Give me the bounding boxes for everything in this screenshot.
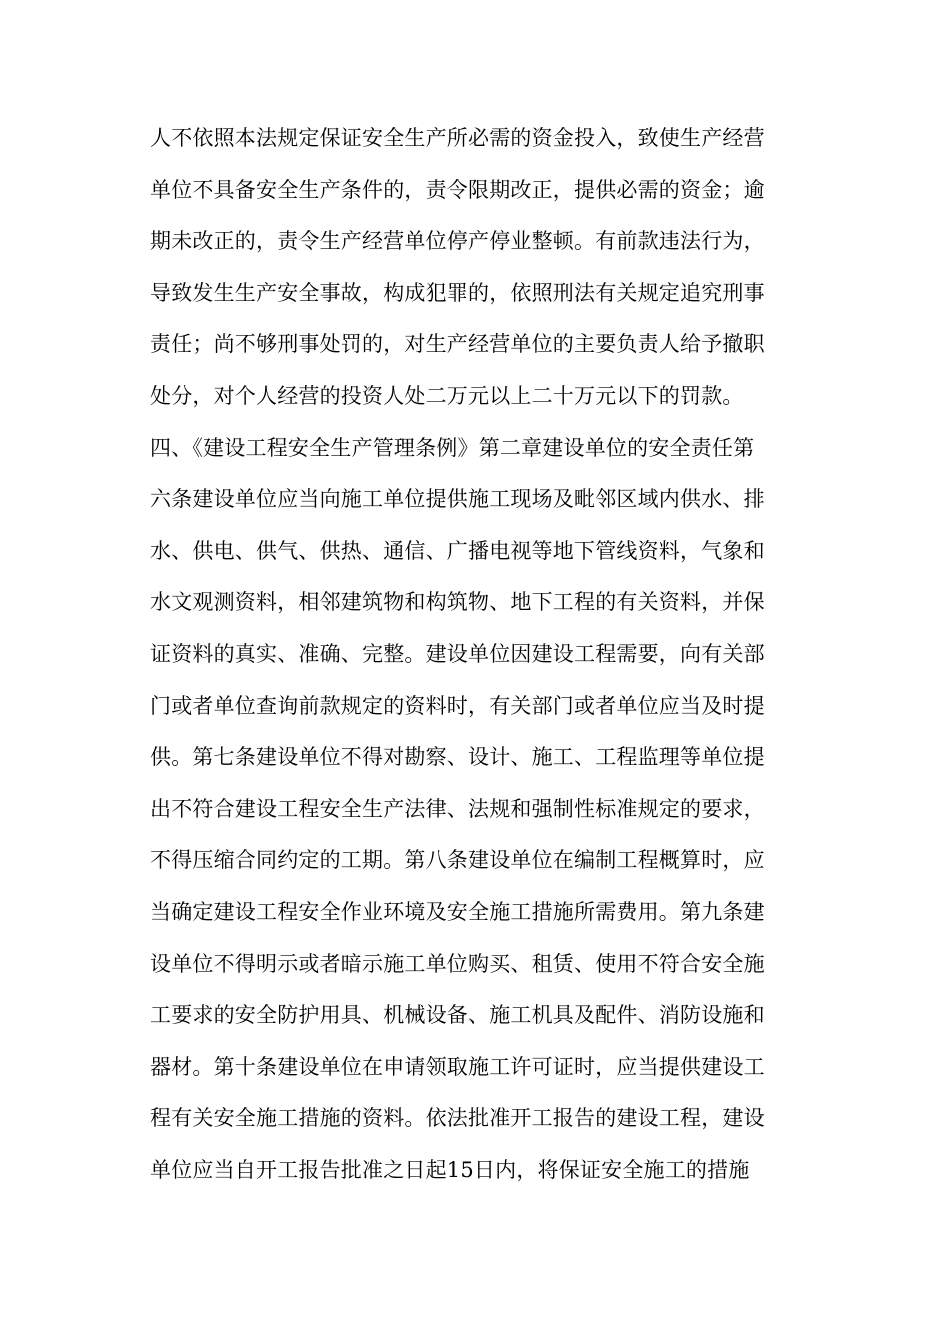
text-line: 水文观测资料，相邻建筑物和构筑物、地下工程的有关资料，并保 [150, 590, 765, 615]
text-line: 六条建设单位应当向施工单位提供施工现场及毗邻区域内供水、排 [150, 487, 765, 512]
text-line: 人不依照本法规定保证安全生产所必需的资金投入，致使生产经营 [150, 126, 765, 150]
text-line: 四、《建设工程安全生产管理条例》第二章建设单位的安全责任第 [150, 435, 755, 460]
text-line: 期未改正的，责令生产经营单位停产停业整顿。有前款违法行为， [150, 229, 765, 254]
text-line: 门或者单位查询前款规定的资料时，有关部门或者单位应当及时提 [150, 693, 765, 718]
body-text [150, 113, 810, 1196]
text-line: 器材。第十条建设单位在申请领取施工许可证时，应当提供建设工 [150, 1054, 765, 1079]
text-line: 导致发生生产安全事故，构成犯罪的，依照刑法有关规定追究刑事 [150, 280, 765, 305]
text-line: 证资料的真实、准确、完整。建设单位因建设工程需要，向有关部 [150, 641, 765, 666]
text-line: 设单位不得明示或者暗示施工单位购买、租赁、使用不符合安全施 [150, 951, 765, 976]
text-line: 单位应当自开工报告批准之日起15日内，将保证安全施工的措施 [150, 1157, 750, 1182]
text-line: 责任；尚不够刑事处罚的，对生产经营单位的主要负责人给予撤职 [150, 332, 765, 357]
text-line: 工要求的安全防护用具、机械设备、施工机具及配件、消防设施和 [150, 1003, 765, 1028]
text-line: 当确定建设工程安全作业环境及安全施工措施所需费用。第九条建 [150, 899, 765, 924]
text-line: 不得压缩合同约定的工期。第八条建设单位在编制工程概算时，应 [150, 848, 765, 873]
text-line: 水、供电、供气、供热、通信、广播电视等地下管线资料，气象和 [150, 538, 765, 563]
text-line: 供。第七条建设单位不得对勘察、设计、施工、工程监理等单位提 [150, 745, 765, 770]
text-line: 处分，对个人经营的投资人处二万元以上二十万元以下的罚款。 [150, 383, 744, 408]
text-line: 单位不具备安全生产条件的，责令限期改正，提供必需的资金；逾 [150, 177, 765, 202]
text-line: 程有关安全施工措施的资料。依法批准开工报告的建设工程，建设 [150, 1106, 765, 1131]
text-line: 出不符合建设工程安全生产法律、法规和强制性标准规定的要求， [150, 796, 765, 821]
